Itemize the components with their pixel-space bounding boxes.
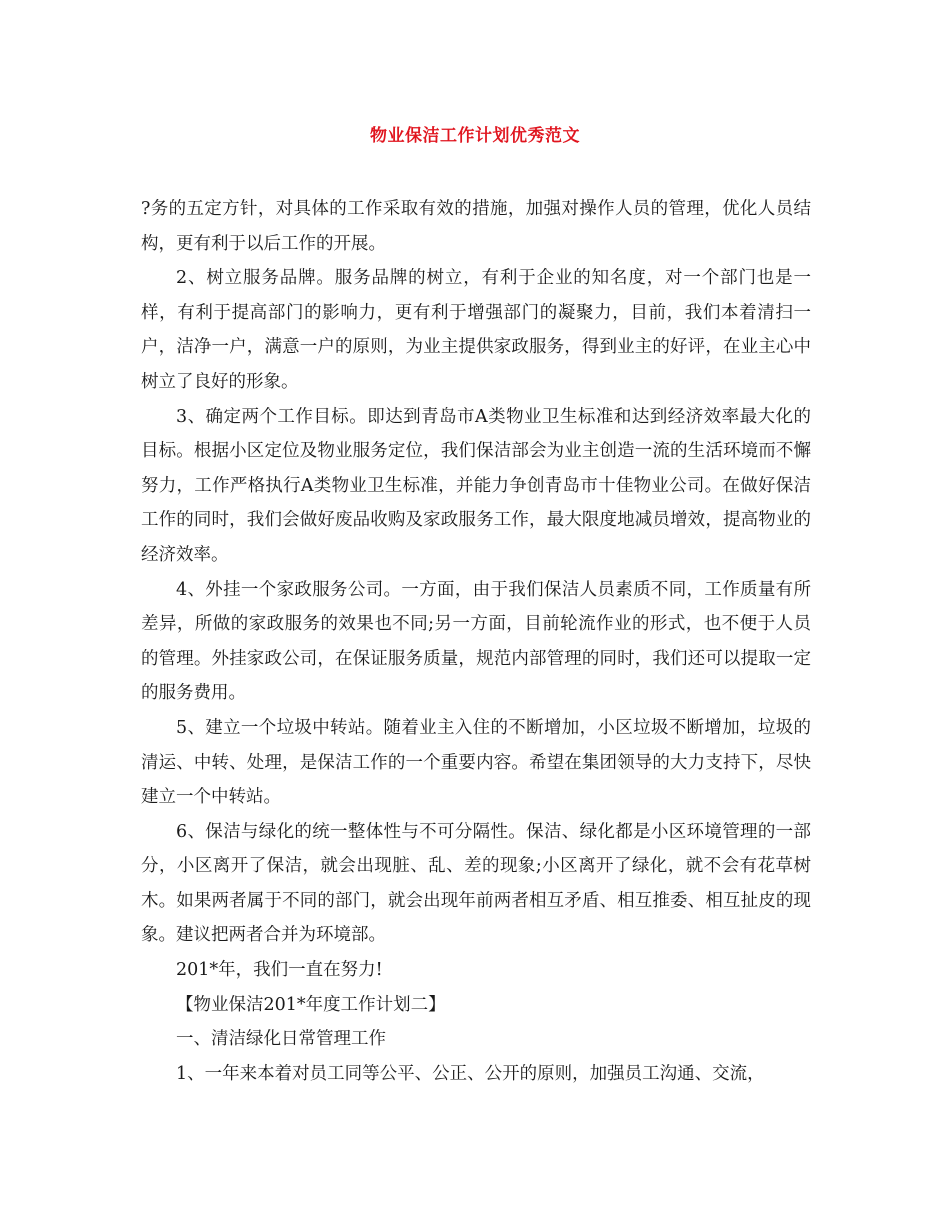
paragraph-5: 5、建立一个垃圾中转站。随着业主入住的不断增加，小区垃圾不断增加，垃圾的清运、中转、处理，是保洁工作的一个重要内容。希望在集团领导的大力支持下，尽快建立一个中转站。	[141, 717, 811, 808]
paragraph-1: ?务的五定方针，对具体的工作采取有效的措施，加强对操作人员的管理，优化人员结构，更有利于以后工作的开展。	[141, 199, 811, 254]
paragraph-4: 4、外挂一个家政服务公司。一方面，由于我们保洁人员素质不同，工作质量有所差异，所做的家政服务的效果也不同;另一方面，目前轮流作业的形式，也不便于人员的管理。外挂家政公司，在保证服务质量，规范内部管理的同时，我们还可以提取一定的服务费用。	[141, 579, 811, 704]
paragraph-8: 1、一年来本着对员工同等公平、公正、公开的原则，加强员工沟通、交流，	[176, 1063, 765, 1084]
paragraph-2: 2、树立服务品牌。服务品牌的树立，有利于企业的知名度，对一个部门也是一样，有利于提高部门的影响力，更有利于增强部门的凝聚力，目前，我们本着清扫一户，洁净一户，满意一户的原则，为业主提供家政服务，得到业主的好评，在业主心中树立了良好的形象。	[141, 268, 811, 392]
paragraph-7: 201*年，我们一直在努力!	[176, 960, 383, 981]
document-body	[141, 192, 811, 1091]
section-heading-plan-two: 【物业保洁201*年度工作计划二】	[176, 994, 446, 1015]
subsection-heading-1: 一、清洁绿化日常管理工作	[176, 1029, 386, 1050]
paragraph-6: 6、保洁与绿化的统一整体性与不可分隔性。保洁、绿化都是小区环境管理的一部分，小区离开了保洁，就会出现脏、乱、差的现象;小区离开了绿化，就不会有花草树木。如果两者属于不同的部门，就会出现年前两者相互矛盾、相互推委、相互扯皮的现象。建议把两者合并为环境部。	[141, 821, 811, 946]
paragraph-3: 3、确定两个工作目标。即达到青岛市A类物业卫生标准和达到经济效率最大化的目标。根据小区定位及物业服务定位，我们保洁部会为业主创造一流的生活环境而不懈努力，工作严格执行A类物业卫生标准，并能力争创青岛市十佳物业公司。在做好保洁工作的同时，我们会做好废品收购及家政服务工作，最大限度地减员增效，提高物业的经济效率。	[141, 406, 811, 565]
document-title: 物业保洁工作计划优秀范文	[370, 126, 580, 146]
